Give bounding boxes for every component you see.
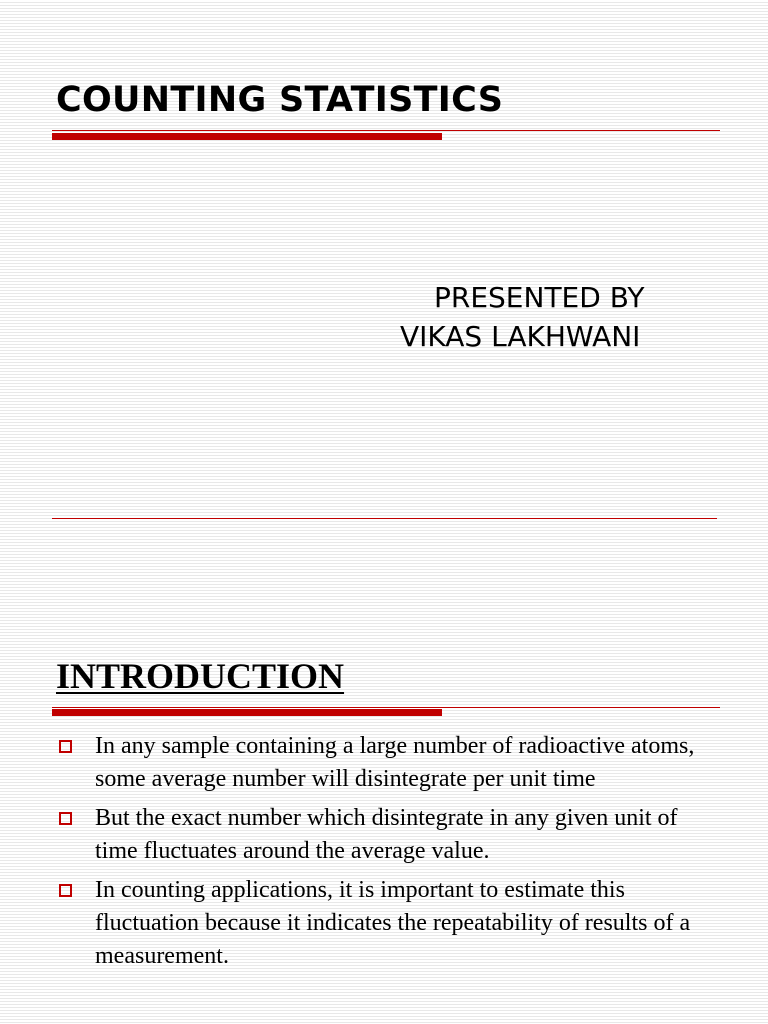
introduction-slide: [0, 520, 768, 1024]
hollow-square-icon: [59, 884, 72, 897]
title-underline-thick: [52, 133, 442, 140]
hollow-square-icon: [59, 740, 72, 753]
title-underline-thick: [52, 709, 442, 716]
presented-by-label: PRESENTED BY: [434, 281, 645, 314]
bullet-list: [58, 730, 718, 979]
bullet-text: But the exact number which disintegrate in any given unit of time fluctuates around the average value.: [95, 805, 678, 864]
presenter-name: VIKAS LAKHWANI: [400, 320, 641, 353]
bullet-text: In any sample containing a large number of radioactive atoms, some average number will disintegrate per unit time: [95, 733, 695, 792]
slide-title: INTRODUCTION: [56, 656, 345, 696]
hollow-square-icon: [59, 812, 72, 825]
slide-divider: [52, 518, 717, 519]
list-item: [58, 802, 718, 868]
presenter-block: [380, 278, 700, 356]
bullet-text: In counting applications, it is important to estimate this fluctuation because it indicates the repeatability of results of a measurement.: [95, 877, 691, 969]
list-item: [58, 730, 718, 796]
title-underline-thin: [52, 130, 720, 131]
list-item: [58, 874, 718, 973]
title-underline-thin: [52, 707, 720, 708]
slide-title: COUNTING STATISTICS: [56, 80, 504, 120]
